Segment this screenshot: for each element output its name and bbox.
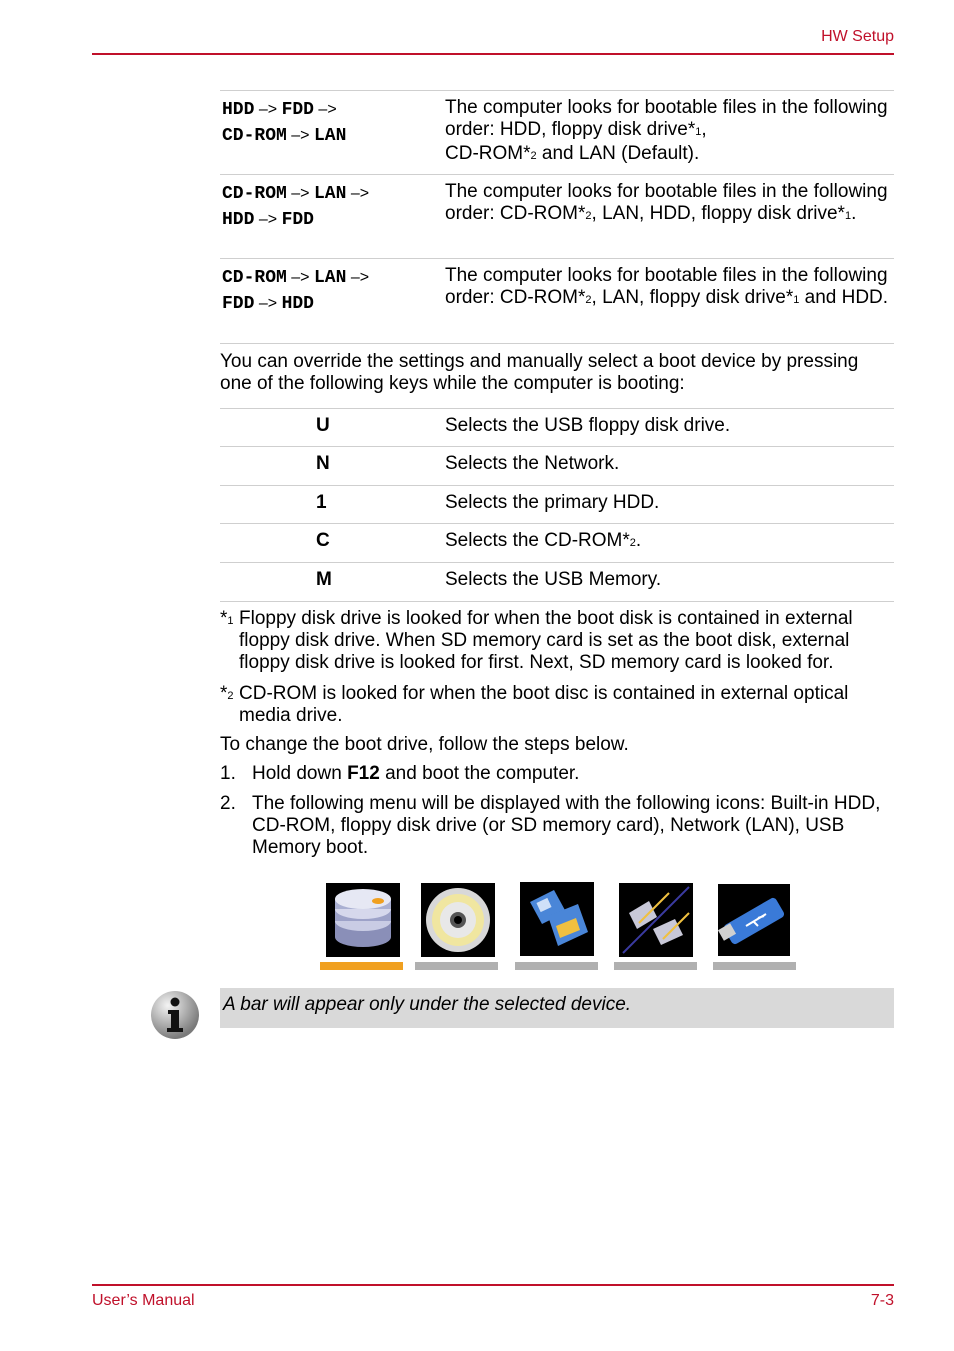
section-header: HW Setup [821, 28, 894, 45]
key-description: Selects the primary HDD. [445, 492, 660, 513]
cd-rom-icon [421, 883, 495, 957]
boot-order-row [220, 174, 894, 259]
seq-arrow: –> [350, 269, 370, 286]
key-label: C [316, 530, 330, 551]
seq-item: FDD [281, 100, 314, 120]
seq-item: LAN [313, 268, 347, 288]
boot-order-row [220, 258, 894, 344]
floppy-sd-icon [520, 882, 594, 956]
override-paragraph: You can override the settings and manually select a boot device by pressing one of the following keys while the computer is booting: [220, 351, 859, 394]
steps-intro: To change the boot drive, follow the steps below. [220, 734, 629, 755]
boot-order-description: The computer looks for bootable files in the following order: HDD, floppy disk drive*1, CD-ROM*2 and LAN (Default). [445, 97, 888, 164]
network-icon [619, 883, 693, 957]
key-description: Selects the USB floppy disk drive. [445, 415, 731, 436]
seq-item: CD-ROM [222, 268, 287, 288]
key-label: N [316, 453, 330, 474]
seq-item: LAN [313, 184, 347, 204]
key-row [220, 562, 894, 602]
note-box [220, 988, 894, 1028]
key-row [220, 523, 894, 562]
selected-device-bar [320, 962, 403, 970]
usb-memory-icon [718, 884, 790, 956]
boot-order-description: The computer looks for bootable files in the following order: CD-ROM*2, LAN, HDD, floppy disk drive*1. [445, 181, 888, 224]
seq-arrow: –> [258, 101, 278, 118]
seq-item: HDD [222, 210, 255, 230]
key-row [220, 485, 894, 524]
key-row [220, 408, 894, 447]
boot-order-description: The computer looks for bootable files in the following order: CD-ROM*2, LAN, floppy disk drive*1 and HDD. [445, 265, 889, 308]
page-number: 7-3 [870, 1292, 894, 1309]
seq-arrow: –> [258, 211, 278, 228]
seq-arrow: –> [318, 101, 337, 118]
device-bar [515, 962, 598, 970]
key-label: 1 [316, 492, 327, 513]
footer-rule [92, 1284, 894, 1286]
footnote: *2 CD-ROM is looked for when the boot disc is contained in external optical media drive. [220, 683, 849, 726]
device-bar [415, 962, 498, 970]
key-description: Selects the Network. [445, 453, 620, 474]
footnote: *1 Floppy disk drive is looked for when the boot disk is contained in external floppy disk drive. When SD memory card is set as the boot disk, external floppy disk drive is looked for first. Next, SD memory card is looked for. [220, 608, 853, 673]
key-description: Selects the CD-ROM*2. [445, 530, 642, 551]
seq-item: CD-ROM [222, 126, 287, 146]
device-bar [614, 962, 697, 970]
seq-arrow: –> [258, 295, 278, 312]
header-rule [92, 53, 894, 55]
seq-item: CD-ROM [222, 184, 287, 204]
info-icon [150, 990, 200, 1040]
step-item: 1. Hold down F12 and boot the computer. [220, 763, 580, 784]
device-bar [713, 962, 796, 970]
note-text: A bar will appear only under the selected device. [223, 994, 632, 1015]
seq-arrow: –> [291, 185, 310, 202]
seq-item: LAN [313, 126, 347, 146]
step-item: 2. The following menu will be displayed with the following icons: Built-in HDD, CD-ROM, floppy disk drive (or SD memory card), Network (LAN), USB Memory boot. [220, 793, 881, 858]
key-description: Selects the USB Memory. [445, 569, 662, 590]
key-label: M [316, 569, 332, 590]
seq-item: HDD [281, 294, 314, 314]
seq-arrow: –> [291, 269, 310, 286]
key-row [220, 446, 894, 485]
seq-item: HDD [222, 100, 255, 120]
footer-title: User’s Manual [92, 1292, 195, 1309]
seq-arrow: –> [350, 185, 370, 202]
seq-item: FDD [222, 294, 255, 314]
hdd-icon [326, 883, 400, 957]
seq-item: FDD [281, 210, 314, 230]
seq-arrow: –> [291, 127, 310, 144]
key-label: U [316, 415, 330, 436]
boot-order-row [220, 90, 894, 175]
